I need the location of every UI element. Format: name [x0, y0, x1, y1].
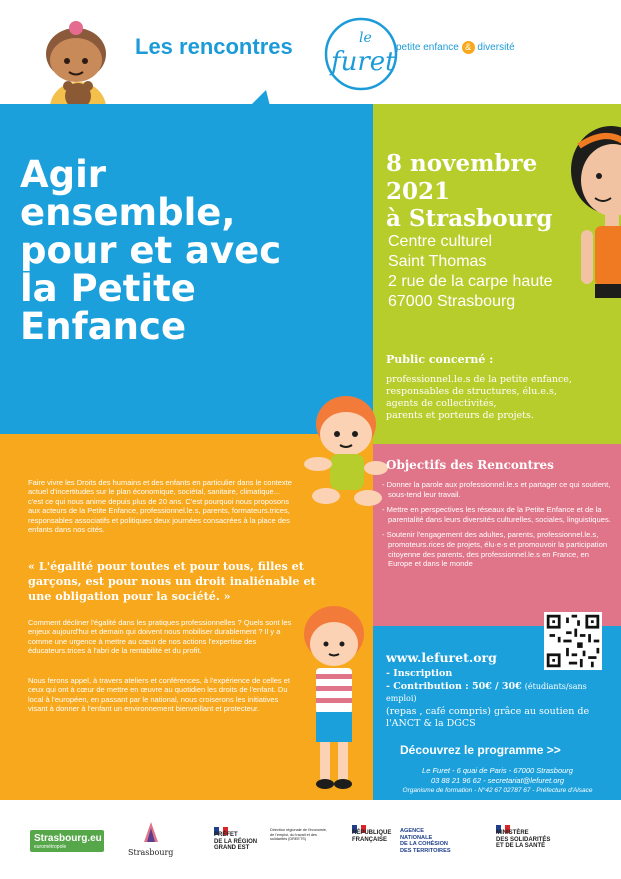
main-title-line: la Petite — [20, 267, 196, 311]
main-title-line: ensemble, — [20, 191, 236, 235]
contact-block — [375, 766, 620, 796]
anct-line: AGENCE — [400, 828, 424, 834]
prefet-logo — [214, 822, 258, 851]
main-title — [20, 153, 340, 349]
prefet-line: PRÉFET — [214, 832, 238, 838]
venue-line: Saint Thomas — [388, 253, 487, 270]
rf-line: FRANÇAISE — [352, 836, 388, 843]
public-heading: Public concerné : — [386, 353, 494, 366]
bubble-tail-decoration — [250, 90, 280, 106]
contribution-note: (étudiants/sans emploi) — [386, 681, 587, 703]
inscription-link[interactable] — [386, 668, 618, 681]
date-line: 2021 — [386, 177, 451, 205]
logo-le-text: le — [359, 30, 372, 46]
qr-code-pattern — [544, 612, 602, 670]
tagline-part-2: diversité — [477, 42, 515, 53]
contact-phone-email: 03 88 21 96 62 - secretariat@lefuret.org — [430, 776, 565, 785]
republique-francaise-logo — [352, 820, 392, 843]
public-list — [386, 374, 611, 422]
contribution-line — [386, 681, 618, 706]
striped-girl-illustration — [292, 606, 382, 792]
dreets-label: Direction régionale de l'économie, de l'emploi, du travail et des solidarités (DREETS) — [270, 828, 328, 842]
main-title-line: Agir — [20, 153, 107, 196]
tagline-ampersand: & — [462, 41, 475, 54]
main-title-line: pour et avec — [20, 229, 282, 273]
public-line: agents de collectivités, — [386, 398, 497, 409]
public-line: responsables de structures, élu.e.s, — [386, 386, 557, 397]
contact-address: Le Furet - 6 quai de Paris - 67000 Strasbourg — [422, 766, 573, 775]
ministere-line: DES SOLIDARITÉS — [496, 836, 551, 843]
approach-paragraph: Nous ferons appel, à travers ateliers et conférences, à l'expérience de celles et ceux qui ont à cœur de mettre en œuvre au quotidien les droits de l'enfant. Du local à l'européen, en passant par le national, nous croiserons les initiatives visant à donner à l'enfant un environnement bienveillant et protecteur. — [28, 676, 290, 714]
inscription-label: - Inscription — [386, 668, 453, 679]
event-venue — [388, 232, 553, 312]
venue-line: 2 rue de la carpe haute — [388, 273, 553, 290]
le-furet-logo — [323, 16, 399, 97]
public-line: professionnel.le.s de la petite enfance, — [386, 374, 572, 385]
date-line: 8 novembre — [386, 150, 538, 177]
rf-line: RÉPUBLIQUE — [352, 830, 392, 836]
objective-item: - Soutenir l'engagement des adultes, parents, professionnel.le.s, promoteurs.rices de projets, élu·e·s et promouvoir la participation citoyenne des parents, des professionnel.le.s en France, en Europe et dans le monde — [382, 530, 608, 569]
tagline-part-1: petite enfance — [396, 42, 459, 53]
strasbourg-eu-name: Strasbourg — [34, 833, 88, 844]
contribution-price: - Contribution : 50€ / 30€ — [386, 680, 522, 692]
objectives-list — [382, 480, 614, 575]
strasbourg-emblem-icon — [136, 820, 166, 846]
questions-paragraph: Comment décliner l'égalité dans les pratiques professionnelles ? Quels sont les enjeux aujourd'hui et demain qui doivent nous mobiliser durablement ? Il y a comme une urgence à mettre au cœur de nos actions l'expertise des éducateurs.trices à l'abri de la rentabilité et du profit. — [28, 618, 292, 656]
girl-illustration — [565, 118, 621, 338]
partners-footer — [0, 800, 621, 879]
date-line: à Strasbourg — [386, 205, 553, 233]
ministere-logo — [496, 820, 551, 849]
logo-tagline — [396, 41, 515, 54]
strasbourg-city-name: Strasbourg — [128, 848, 174, 857]
anct-line: NATIONALE — [400, 834, 433, 841]
quote: « L'égalité pour toutes et pour tous, filles et garçons, est pour nous un droit inaliénable et une obligation pour la société. » — [28, 559, 316, 603]
strasbourg-eu-subtitle: eurométropole — [34, 844, 67, 850]
prefet-line: GRAND EST — [214, 845, 250, 851]
public-line: parents et porteurs de projets. — [386, 410, 534, 421]
intro-paragraph: Faire vivre les Droits des humains et des enfants en particulier dans le contexte actuel d'incertitudes sur le plan économique, sociétal, sanitaire, climatique... c'est ce qui nous anime depuis plus de 20 ans. C'est pourquoi nous proposons aux acteurs de la Petite Enfance, professionnel.le.s, parents, formateurs.trices, responsables associatifs et politiques deux journées consacrées à la place des enfants dans nos cités. — [28, 478, 292, 535]
venue-line: Centre culturel — [388, 233, 493, 250]
contact-training-number: Organisme de formation - N°42 67 02787 67 - Préfecture d'Alsace — [402, 787, 593, 794]
contribution-detail: (repas , café compris) grâce au soutien de l'ANCT & la DGCS — [386, 705, 590, 729]
anct-line: DES TERRITOIRES — [400, 847, 451, 854]
prefet-line: DE LA RÉGION — [214, 838, 258, 845]
ministere-line: MINISTÈRE — [496, 830, 529, 836]
anct-logo — [400, 828, 451, 854]
strasbourg-eu-logo — [30, 830, 104, 852]
logo-furet-text: furet — [331, 47, 396, 77]
objective-item: - Mettre en perspectives les réseaux de la Petite Enfance et de la parentalité dans leurs diversités culturelles, sociales, linguistiques. — [382, 505, 611, 524]
qr-code[interactable] — [544, 612, 602, 670]
strasbourg-city-logo — [136, 820, 166, 846]
main-title-line: Enfance — [20, 305, 187, 349]
ministere-line: ET DE LA SANTÉ — [496, 843, 546, 849]
header-title: Les rencontres — [135, 34, 293, 59]
objective-item: - Donner la parole aux professionnel.le.s et partager ce qui soutient, sous-tend leur travail. — [382, 480, 611, 499]
anct-line: DE LA COHÉSION — [400, 841, 448, 847]
objectives-heading: Objectifs des Rencontres — [386, 458, 554, 472]
strasbourg-eu-suffix: .eu — [87, 833, 102, 844]
website-link[interactable]: www.lefuret.org — [386, 650, 497, 665]
discover-program-link[interactable]: Découvrez le programme >> — [400, 743, 561, 757]
venue-line: 67000 Strasbourg — [388, 293, 516, 310]
event-date — [386, 150, 552, 233]
registration-info — [386, 668, 618, 731]
